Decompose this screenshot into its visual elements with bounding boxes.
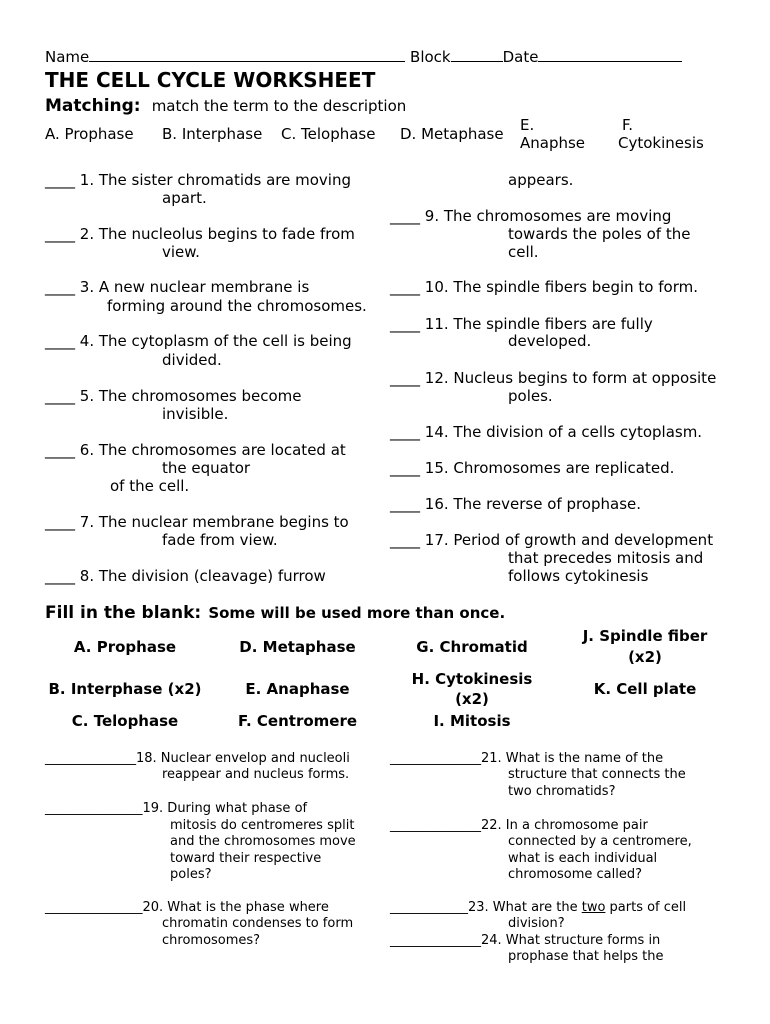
block-field[interactable]	[451, 47, 503, 62]
bank-e: E. Anaphase	[245, 680, 350, 698]
matching-q17-cont2: follows cytokinesis	[508, 567, 649, 585]
answer-blank[interactable]: ____	[390, 315, 420, 333]
answer-blank[interactable]: ______________	[390, 751, 481, 766]
name-label: Name	[45, 48, 90, 66]
question-text: 10. The spindle fibers begin to form.	[424, 278, 698, 296]
matching-q3	[45, 278, 309, 296]
fill-q19	[45, 800, 307, 817]
fill-q19-cont3: toward their respective	[170, 851, 322, 866]
question-text: 5. The chromosomes become	[79, 387, 302, 405]
bank-f: F. Centromere	[237, 712, 358, 730]
matching-q5	[45, 387, 302, 405]
bank-j: J. Spindle fiber	[582, 627, 708, 645]
question-text: 11. The spindle fibers are fully	[424, 315, 653, 333]
bank-h: H. Cytokinesis	[411, 670, 533, 688]
question-text-end: parts of cell	[605, 900, 687, 915]
answer-blank[interactable]: ____________	[390, 900, 468, 915]
matching-q2	[45, 225, 355, 243]
matching-q9	[390, 207, 671, 225]
term-d: D. Metaphase	[400, 125, 504, 143]
term-f-letter: F.	[622, 116, 633, 134]
matching-q17-cont: that precedes mitosis and	[508, 549, 704, 567]
answer-blank[interactable]: ____	[45, 225, 75, 243]
question-text: 1. The sister chromatids are moving	[79, 171, 351, 189]
bank-c: C. Telophase	[71, 712, 179, 730]
question-text: 3. A new nuclear membrane is	[79, 278, 310, 296]
fill-q23-cont: division?	[508, 916, 565, 931]
question-text: 22. In a chromosome pair	[481, 818, 648, 833]
header-fields	[45, 47, 682, 66]
bank-j-count: (x2)	[628, 648, 662, 666]
fill-q22-cont2: what is each individual	[508, 851, 658, 866]
question-text: 7. The nuclear membrane begins to	[79, 513, 349, 531]
bank-a: A. Prophase	[73, 638, 177, 656]
fill-q20-cont: chromatin condenses to form	[162, 916, 354, 931]
answer-blank[interactable]: ____	[390, 207, 420, 225]
matching-q9-cont: towards the poles of the	[508, 225, 691, 243]
answer-blank[interactable]: ____	[45, 441, 75, 459]
name-field[interactable]	[89, 47, 405, 62]
matching-q11	[390, 315, 653, 333]
answer-blank[interactable]: ____	[390, 369, 420, 387]
fill-q24	[390, 932, 660, 949]
answer-blank[interactable]: ____	[390, 495, 420, 513]
question-text: 24. What structure forms in	[481, 933, 661, 948]
matching-heading-row	[45, 96, 406, 116]
question-text: 9. The chromosomes are moving	[424, 207, 672, 225]
fill-q24-cont: prophase that helps the	[508, 949, 664, 964]
answer-blank[interactable]: ____	[390, 423, 420, 441]
bank-k: K. Cell plate	[593, 680, 697, 698]
question-text: 2. The nucleolus begins to fade from	[79, 225, 355, 243]
answer-blank[interactable]: ____	[390, 459, 420, 477]
matching-q8-cont: appears.	[508, 171, 574, 189]
answer-blank[interactable]: ______________	[390, 818, 481, 833]
fill-q20	[45, 899, 329, 916]
fill-q19-cont4: poles?	[170, 867, 212, 882]
answer-blank[interactable]: ____	[45, 567, 75, 585]
matching-q17	[390, 531, 713, 549]
worksheet-title: THE CELL CYCLE WORKSHEET	[45, 68, 376, 92]
matching-q4-cont: divided.	[162, 351, 222, 369]
term-e-word: Anaphse	[520, 134, 586, 152]
fill-q19-cont2: and the chromosomes move	[170, 834, 356, 849]
question-text: 14. The division of a cells cytoplasm.	[424, 423, 703, 441]
question-text: 17. Period of growth and development	[424, 531, 714, 549]
matching-q12	[390, 369, 716, 387]
fill-q21-cont: structure that connects the	[508, 767, 686, 782]
answer-blank[interactable]: ______________	[45, 751, 136, 766]
term-b: B. Interphase	[162, 125, 263, 143]
matching-q11-cont: developed.	[508, 332, 592, 350]
date-field[interactable]	[538, 47, 682, 62]
question-text: 16. The reverse of prophase.	[424, 495, 642, 513]
matching-q10	[390, 278, 698, 296]
answer-blank[interactable]: ____	[45, 332, 75, 350]
matching-q1-cont: apart.	[162, 189, 207, 207]
fill-heading-row	[45, 603, 505, 623]
fill-instruction: Some will be used more than once.	[208, 604, 506, 622]
question-text: 12. Nucleus begins to form at opposite	[424, 369, 717, 387]
matching-q6	[45, 441, 346, 459]
fill-q22-cont3: chromosome called?	[508, 867, 643, 882]
matching-q12-cont: poles.	[508, 387, 553, 405]
answer-blank[interactable]: _______________	[45, 801, 143, 816]
answer-blank[interactable]: ____	[390, 531, 420, 549]
matching-q6-cont: the equator	[162, 459, 251, 477]
question-text: 15. Chromosomes are replicated.	[424, 459, 675, 477]
fill-q20-cont2: chromosomes?	[162, 933, 261, 948]
matching-q15	[390, 459, 674, 477]
answer-blank[interactable]: ____	[45, 278, 75, 296]
fill-q23	[390, 899, 686, 916]
term-c: C. Telophase	[281, 125, 376, 143]
matching-q16	[390, 495, 641, 513]
question-text: 21. What is the name of the	[481, 751, 664, 766]
question-text: 8. The division (cleavage) furrow	[79, 567, 326, 585]
fill-q22	[390, 817, 648, 834]
fill-q18	[45, 750, 350, 767]
bank-d: D. Metaphase	[239, 638, 356, 656]
matching-heading: Matching:	[45, 96, 141, 116]
fill-q22-cont: connected by a centromere,	[508, 834, 692, 849]
question-emphasis: two	[581, 900, 606, 915]
matching-q6-cont2: of the cell.	[110, 477, 190, 495]
block-label: Block	[410, 48, 451, 66]
date-label: Date	[502, 48, 539, 66]
matching-q3-cont: forming around the chromosomes.	[107, 297, 367, 315]
matching-q9-cont2: cell.	[508, 243, 539, 261]
fill-q19-cont: mitosis do centromeres split	[170, 818, 355, 833]
matching-q7	[45, 513, 349, 531]
answer-blank[interactable]: ____	[45, 387, 75, 405]
matching-q14	[390, 423, 702, 441]
term-f-word: Cytokinesis	[618, 134, 704, 152]
bank-h-count: (x2)	[455, 690, 489, 708]
answer-blank[interactable]: ____	[45, 513, 75, 531]
fill-q21	[390, 750, 663, 767]
matching-q4	[45, 332, 352, 350]
bank-g: G. Chromatid	[416, 638, 528, 656]
question-text: 6. The chromosomes are located at	[79, 441, 346, 459]
fill-q21-cont2: two chromatids?	[508, 784, 616, 799]
matching-q5-cont: invisible.	[162, 405, 229, 423]
question-text: 20. What is the phase where	[142, 900, 329, 915]
answer-blank[interactable]: _______________	[45, 900, 143, 915]
answer-blank[interactable]: ______________	[390, 933, 481, 948]
question-text: 19. During what phase of	[142, 801, 308, 816]
term-e-letter: E.	[520, 116, 535, 134]
answer-blank[interactable]: ____	[45, 171, 75, 189]
fill-q18-cont: reappear and nucleus forms.	[162, 767, 350, 782]
matching-instruction: match the term to the description	[151, 97, 407, 115]
matching-q8	[45, 567, 326, 585]
question-text: 18. Nuclear envelop and nucleoli	[136, 751, 350, 766]
question-text: 23. What are the	[468, 900, 582, 915]
term-a: A. Prophase	[45, 125, 134, 143]
question-text: 4. The cytoplasm of the cell is being	[79, 332, 352, 350]
bank-b: B. Interphase (x2)	[48, 680, 202, 698]
answer-blank[interactable]: ____	[390, 278, 420, 296]
matching-q1	[45, 171, 351, 189]
bank-i: I. Mitosis	[433, 712, 511, 730]
matching-q7-cont: fade from view.	[162, 531, 278, 549]
matching-q2-cont: view.	[162, 243, 200, 261]
fill-heading: Fill in the blank:	[45, 603, 202, 623]
